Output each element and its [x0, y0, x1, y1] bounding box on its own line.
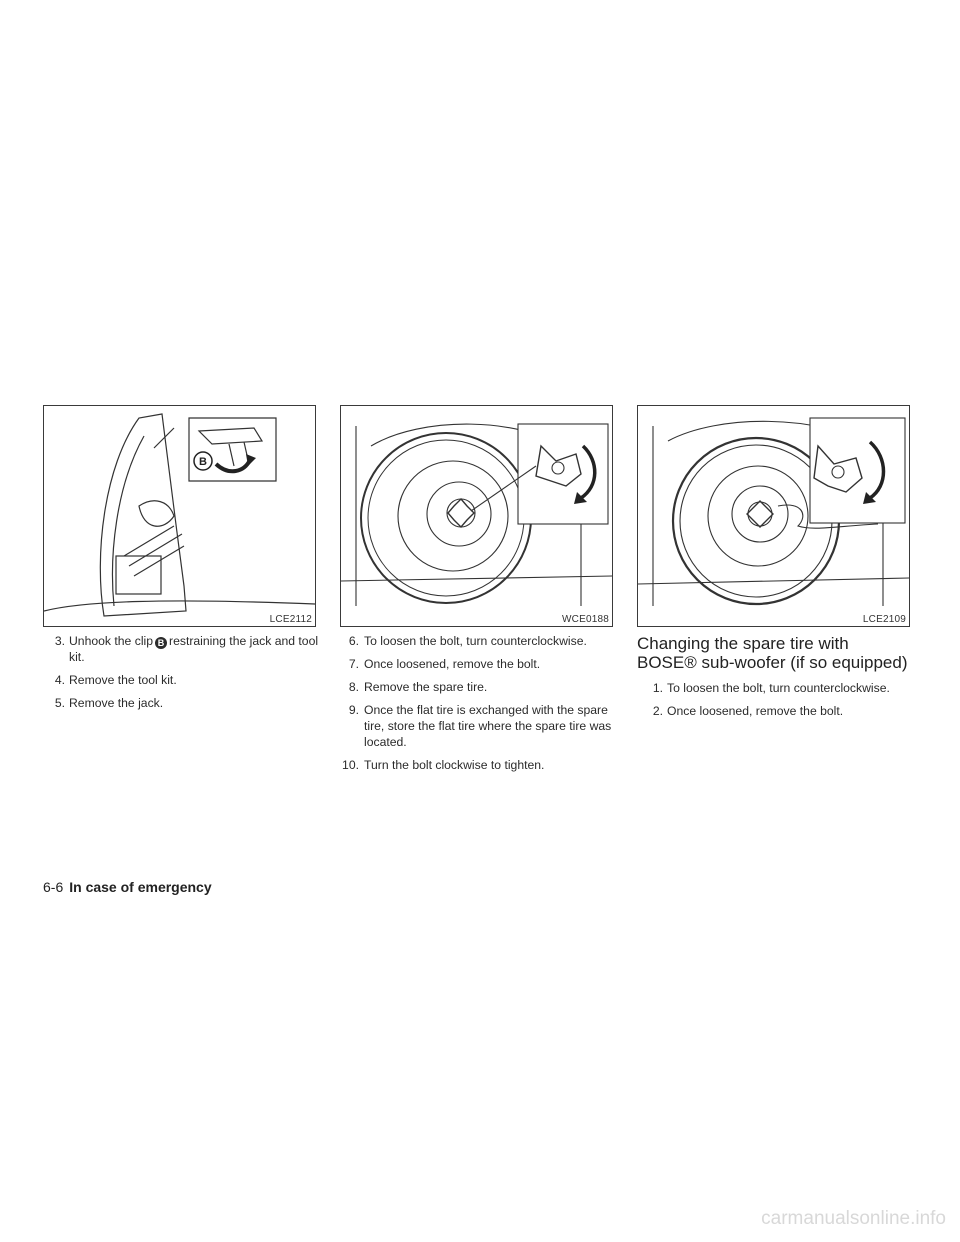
step-text: Once loosened, remove the bolt. — [667, 704, 844, 718]
step-item — [340, 656, 615, 672]
step-number: 3. — [54, 634, 65, 648]
step-text: To loosen the bolt, turn counterclockwise. — [364, 634, 587, 648]
step-item — [45, 695, 320, 711]
figure-code: LCE2109 — [862, 614, 906, 625]
step-text: Remove the jack. — [69, 696, 164, 710]
step-item — [340, 757, 615, 773]
step-item — [45, 672, 320, 688]
step-number: 6. — [348, 634, 359, 648]
page-number: 6-6 — [43, 879, 64, 895]
step-text: Once the flat tire is exchanged with the spare tire, store the flat tire where the spare tire was located. — [364, 703, 612, 749]
step-number: 1. — [652, 681, 663, 695]
figure-jack-toolkit — [43, 405, 316, 627]
step-text-after: restraining the jack and tool kit. — [69, 634, 319, 664]
step-text: To loosen the bolt, turn counterclockwise. — [667, 681, 890, 695]
step-number: 5. — [54, 696, 65, 710]
jack-toolkit-illustration — [44, 406, 315, 626]
step-text: Turn the bolt clockwise to tighten. — [364, 758, 545, 772]
step-text: Once loosened, remove the bolt. — [364, 657, 541, 671]
figure-code: WCE0188 — [562, 614, 609, 625]
step-text-before: Unhook the clip — [69, 634, 154, 648]
step-item — [637, 703, 912, 719]
svg-text:B: B — [199, 456, 207, 468]
chapter-title: In case of emergency — [69, 879, 212, 895]
step-item — [45, 633, 320, 665]
figure-code: LCE2112 — [269, 614, 312, 625]
step-number: 10. — [342, 758, 359, 772]
instructions-column-3 — [637, 634, 912, 726]
clip-b-icon: B — [155, 637, 167, 649]
step-item — [340, 633, 615, 649]
instructions-column-1 — [45, 633, 320, 718]
step-number: 7. — [348, 657, 359, 671]
instructions-column-2 — [340, 633, 615, 780]
step-number: 2. — [652, 704, 663, 718]
step-text: Remove the tool kit. — [69, 673, 177, 687]
step-item — [340, 702, 615, 750]
step-number: 9. — [348, 703, 359, 717]
spare-tire-bose-illustration — [638, 406, 909, 626]
watermark: carmanualsonline.info — [761, 1208, 946, 1229]
section-title: Changing the spare tire with BOSE® sub-woofer (if so equipped) — [637, 634, 908, 672]
page-footer — [43, 879, 212, 895]
step-number: 4. — [54, 673, 65, 687]
step-item — [637, 680, 912, 696]
step-number: 8. — [348, 680, 359, 694]
step-text: Remove the spare tire. — [364, 680, 488, 694]
step-item — [340, 679, 615, 695]
spare-tire-illustration — [341, 406, 612, 626]
figure-spare-tire-bose — [637, 405, 910, 627]
figure-spare-tire — [340, 405, 613, 627]
